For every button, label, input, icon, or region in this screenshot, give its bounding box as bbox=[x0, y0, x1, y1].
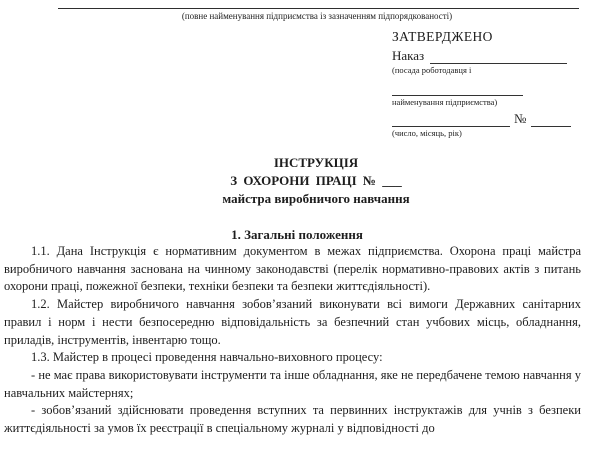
title-line-labor-protection: З ОХОРОНИ ПРАЦІ № ___ bbox=[230, 173, 402, 188]
body-paragraph: 1.2. Майстер виробничого навчання зобов’язаний виконувати всі вимоги Державних санітарних правил і норм і нести безпосередню відповідальність за безпечний стан учбових місць, обладнання, приладів, інструментів, інвентарю тощо. bbox=[4, 297, 581, 347]
body-paragraph: 1.1. Дана Інструкція є нормативним документом в межах підприємства. Охорона праці майстра виробничого навчання заснована на чинному законодавстві (перелік нормативно-правових актів з питань охорони праці, пожежної безпеки, техніки безпеки та безпеки життєдіяльності). bbox=[4, 244, 581, 294]
company-blank-line bbox=[392, 75, 523, 96]
document-body bbox=[4, 243, 581, 438]
order-number-row bbox=[392, 110, 576, 127]
number-blank-line bbox=[531, 114, 571, 127]
section-heading: 1. Загальні положення bbox=[231, 227, 363, 242]
order-blank-line bbox=[430, 51, 567, 64]
body-paragraph: - не має права використовувати інструменти та інше обладнання, яке не передбачене темою навчання у навчальних майстернях; bbox=[4, 367, 581, 400]
approved-label: ЗАТВЕРДЖЕНО bbox=[392, 29, 493, 44]
order-label: Наказ bbox=[392, 48, 425, 63]
company-name-continuation-caption: найменування підприємства) bbox=[392, 97, 498, 107]
approval-block bbox=[392, 29, 576, 138]
document-title bbox=[32, 154, 600, 208]
order-row bbox=[392, 48, 567, 64]
title-line-position: майстра виробничого навчання bbox=[222, 191, 410, 206]
date-blank-line bbox=[392, 114, 510, 127]
company-name-caption: (повне найменування підприємства із зазначенням підпорядкованості) bbox=[181, 11, 453, 21]
date-caption: (число, місяць, рік) bbox=[392, 128, 462, 138]
employer-position-caption: (посада роботодавця і bbox=[392, 65, 472, 75]
body-paragraph: - зобов’язаний здійснювати проведення вступних та первинних інструктажів для учнів з безпеки життєдіяльності за умов їх реєстрації в спеціальному журналі у відповідності до bbox=[4, 403, 581, 436]
company-name-blank-line bbox=[58, 8, 579, 9]
body-paragraph: 1.3. Майстер в процесі проведення навчально-виховного процесу: bbox=[31, 350, 383, 365]
title-line-instruction: ІНСТРУКЦІЯ bbox=[273, 155, 359, 170]
number-sign: № bbox=[514, 111, 527, 126]
